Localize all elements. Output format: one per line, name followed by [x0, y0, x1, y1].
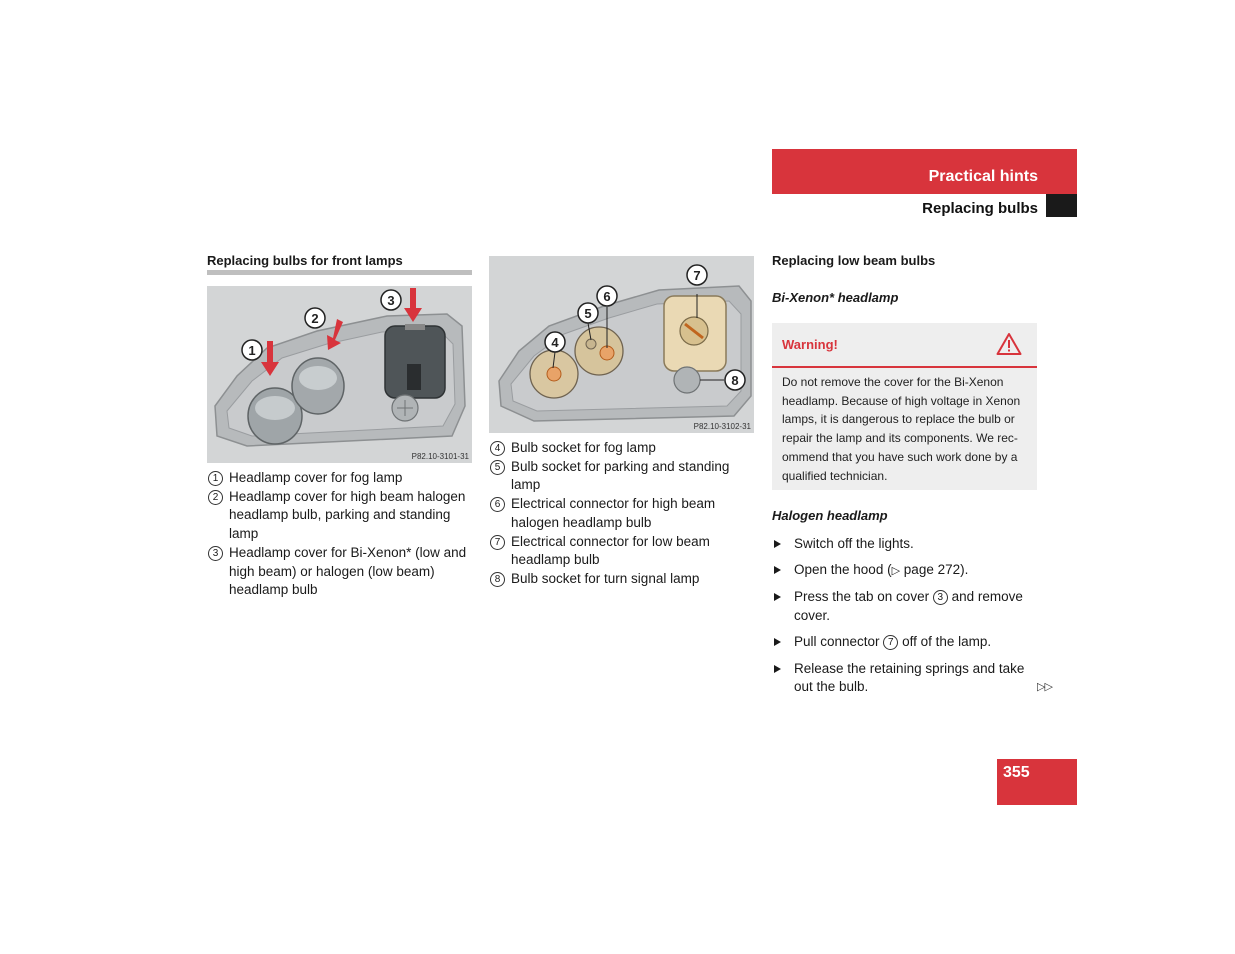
inline-number: 7 [883, 635, 898, 650]
legend-text: Electrical connector for high beam halogen headlamp bulb [511, 496, 716, 530]
step-item [772, 660, 1042, 697]
figure-code: P82.10-3101-31 [411, 452, 469, 461]
heading-rule [207, 270, 472, 275]
legend-item [489, 533, 754, 570]
legend-text: Bulb socket for turn signal lamp [511, 570, 700, 586]
legend-number: 7 [490, 535, 505, 550]
step-text: Pull connector [794, 634, 884, 650]
step-text: Release the retaining springs and take out the bulb. [794, 660, 1025, 695]
legend-number: 1 [208, 471, 223, 486]
legend-item [207, 544, 472, 600]
step-text: page 272). [900, 562, 969, 578]
covers-legend [207, 469, 472, 600]
figure-code: P82.10-3102-31 [693, 422, 751, 431]
halogen-steps [772, 535, 1042, 704]
step-text: off of the lamp. [898, 634, 992, 650]
step-item [772, 633, 1042, 652]
page-ref-icon: ▷ [891, 565, 901, 578]
low-beam-heading: Replacing low beam bulbs [772, 253, 936, 268]
svg-text:8: 8 [731, 373, 739, 388]
step-item [772, 561, 1042, 581]
front-lamps-heading: Replacing bulbs for front lamps [207, 253, 403, 268]
legend-number: 4 [490, 441, 505, 456]
page-number: 355 [1003, 764, 1030, 781]
legend-text: Headlamp cover for fog lamp [229, 470, 403, 485]
warning-triangle-icon [996, 332, 1022, 356]
legend-text: Electrical connector for low beam headlamp bulb [511, 533, 710, 568]
svg-text:7: 7 [693, 268, 701, 283]
legend-text: Bulb socket for parking and standing lamp [511, 458, 730, 493]
step-text: and remove cover. [794, 589, 1023, 624]
warning-header [772, 323, 1037, 368]
inline-number: 3 [933, 590, 948, 605]
section-title: Practical hints [928, 168, 1038, 185]
svg-text:5: 5 [584, 306, 592, 321]
step-item [772, 535, 1042, 554]
legend-text: Bulb socket for fog lamp [511, 440, 656, 455]
svg-text:6: 6 [603, 289, 611, 304]
bi-xenon-subheading: Bi-Xenon* headlamp [772, 290, 899, 305]
legend-item [489, 458, 754, 495]
legend-item [489, 570, 754, 589]
step-text: Open the hood ( [794, 562, 892, 578]
step-item [772, 588, 1042, 625]
subsection-title: Replacing bulbs [922, 200, 1038, 217]
legend-number: 3 [208, 546, 223, 561]
sockets-legend [489, 439, 754, 589]
continued-icon: ▷▷ [1037, 681, 1052, 693]
legend-number: 2 [208, 490, 223, 505]
warning-title: Warning! [782, 337, 838, 352]
legend-number: 8 [490, 572, 505, 587]
svg-text:3: 3 [387, 293, 395, 308]
subsection-marker [1046, 194, 1077, 217]
legend-number: 6 [490, 497, 505, 512]
svg-text:4: 4 [551, 335, 559, 350]
step-text: Switch off the lights. [794, 536, 914, 551]
headlamp-sockets-figure [489, 256, 754, 433]
warning-text: Do not remove the cover for the Bi-Xenon headlamp. Because of high voltage in Xenon lamps, it is dangerous to replace the bulb or repair the lamp and its components. We rec-ommend that you have such work done by a qualified technician. [782, 375, 1021, 483]
legend-text: Headlamp cover for high beam halogen headlamp bulb, parking and standing lamp [229, 488, 466, 542]
legend-text: Headlamp cover for Bi-Xenon* (low and high beam) or halogen (low beam) headlamp bulb [229, 544, 467, 598]
legend-item [489, 439, 754, 458]
step-text: Press the tab on cover [794, 589, 933, 605]
headlamp-covers-figure [207, 286, 472, 463]
legend-item [207, 488, 472, 544]
halogen-subheading: Halogen headlamp [772, 508, 888, 523]
svg-text:2: 2 [311, 311, 319, 326]
legend-item [489, 495, 754, 532]
legend-number: 5 [490, 460, 505, 475]
warning-box [772, 323, 1037, 490]
legend-item [207, 469, 472, 488]
svg-text:1: 1 [248, 343, 256, 358]
